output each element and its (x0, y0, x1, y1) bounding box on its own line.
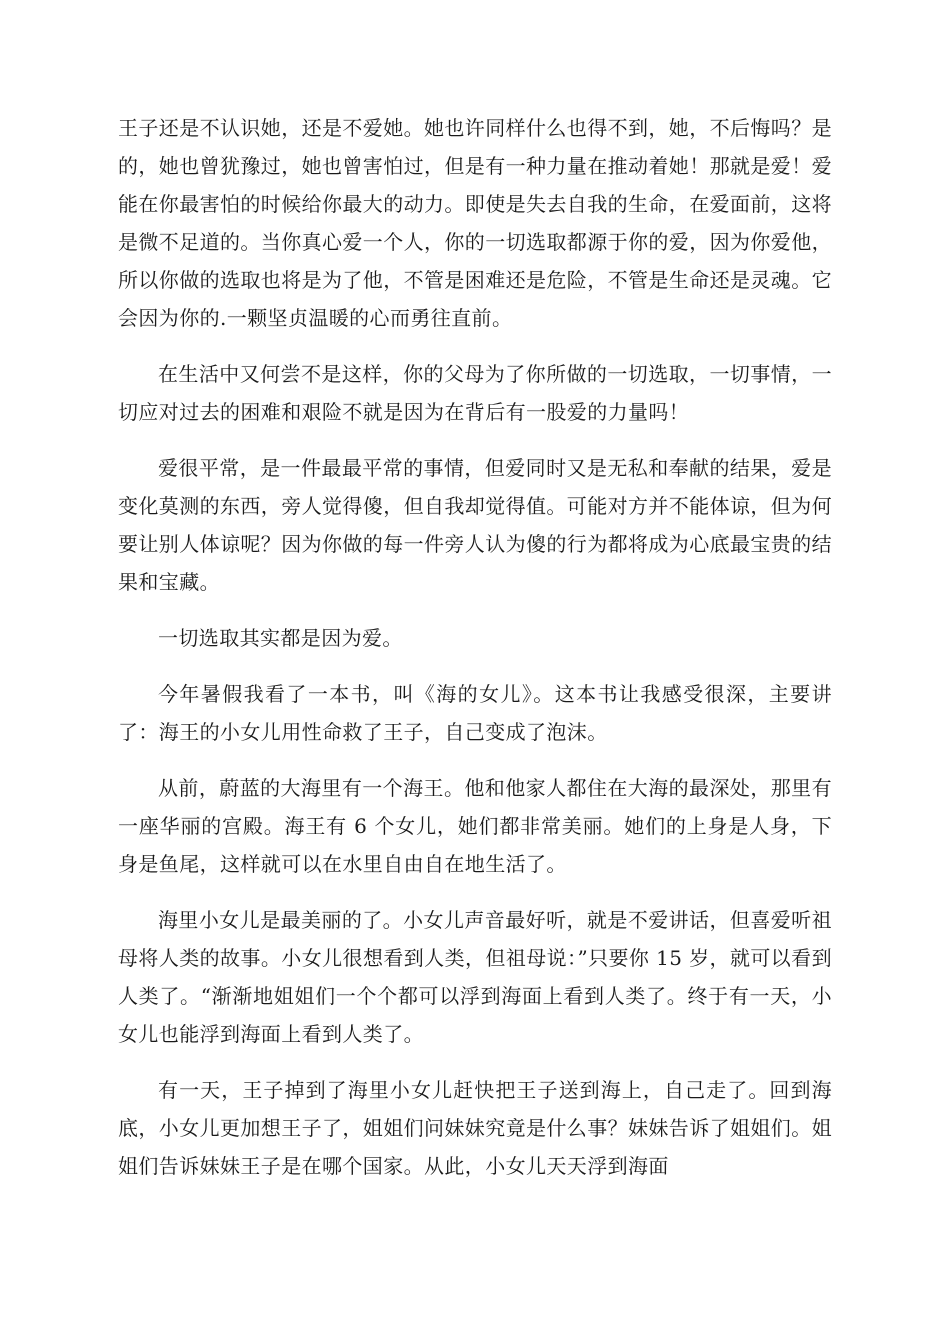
paragraph-4: 一切选取其实都是因为爱。 (158, 626, 403, 650)
paragraph-3: 爱很平常，是一件最最平常的事情，但爱同时又是无私和奉献的结果，爱是变化莫测的东西，旁人觉得傻，但自我却觉得值。可能对方并不能体谅，但为何要让别人体谅呢？因为你做的每一件旁人认为傻的行为都将成为心底最宝贵的结果和宝藏。 (118, 456, 832, 594)
paragraph-1: 王子还是不认识她，还是不爱她。她也许同样什么也得不到，她，不后悔吗？是的，她也曾犹豫过，她也曾害怕过，但是有一种力量在推动着她！那就是爱！爱能在你最害怕的时候给你最大的动力。即使是失去自我的生命，在爱面前，这将是微不足道的。当你真心爱一个人，你的一切选取都源于你的爱，因为你爱他，所以你做的选取也将是为了他，不管是困难还是危险，不管是生命还是灵魂。它会因为你的.一颗坚贞温暖的心而勇往直前。 (118, 116, 832, 330)
paragraph-7: 海里小女儿是最美丽的了。小女儿声音最好听，就是不爱讲话，但喜爱听祖母将人类的故事。小女儿很想看到人类，但祖母说：”只要你 15 岁，就可以看到人类了。“渐渐地姐姐们一个个都可以浮到海面上看到人类了。终于有一天，小女儿也能浮到海面上看到人类了。 (118, 908, 832, 1046)
document-body (118, 109, 832, 1203)
paragraph-8: 有一天，王子掉到了海里小女儿赶快把王子送到海上，自己走了。回到海底，小女儿更加想王子了，姐姐们问妹妹究竟是什么事？妹妹告诉了姐姐们。姐姐们告诉妹妹王子是在哪个国家。从此，小女儿天天浮到海面 (118, 1078, 832, 1178)
paragraph-5: 今年暑假我看了一本书，叫《海的女儿》。这本书让我感受很深，主要讲了：海王的小女儿用性命救了王子，自己变成了泡沫。 (118, 682, 832, 744)
paragraph-2: 在生活中又何尝不是这样，你的父母为了你所做的一切选取，一切事情，一切应对过去的困难和艰险不就是因为在背后有一股爱的力量吗！ (118, 362, 832, 424)
paragraph-6: 从前，蔚蓝的大海里有一个海王。他和他家人都住在大海的最深处，那里有一座华丽的宫殿。海王有 6 个女儿，她们都非常美丽。她们的上身是人身，下身是鱼尾，这样就可以在水里自由自在地生活了。 (118, 776, 832, 876)
